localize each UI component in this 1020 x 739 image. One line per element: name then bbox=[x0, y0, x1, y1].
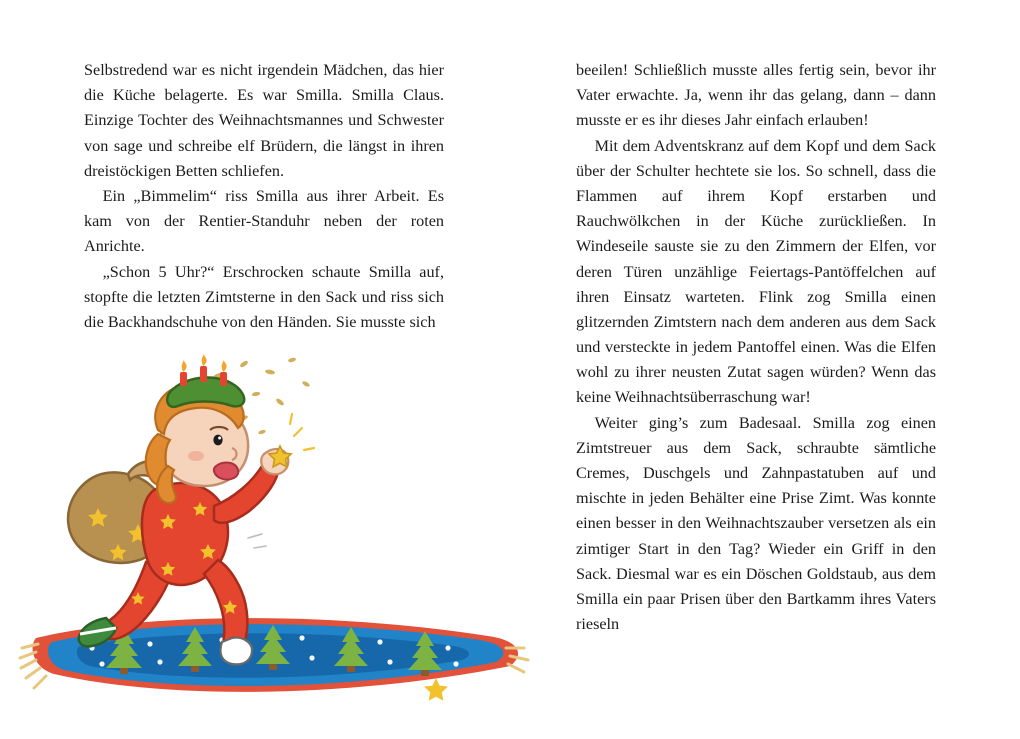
paragraph: Mit dem Adventskranz auf dem Kopf und dem Sack über der Schulter hechtete sie los. So schnell, dass die Flammen auf ihrem Kopf erstarben und Rauchwölkchen in der Küche zurückließen. In Windeseile sauste sie zu den Zimmern der Elfen, vor deren Türen unzählige Feiertags-Pantöffelchen auf ihren Einsatz warteten. Flink zog Smilla einen glitzernden Zimtstern nach dem anderen aus dem Sack und versteckte in jedem Pantoffel einen. Was die Elfen wohl zu ihrer neusten Zutat sagen würden? Wenn das keine Weihnachtsüberraschung war! bbox=[576, 136, 936, 407]
illustration-smilla-on-carpet bbox=[18, 348, 558, 728]
star-sparkles bbox=[290, 414, 314, 450]
sock-front bbox=[220, 638, 252, 665]
paragraph: Ein „Bimmelim“ riss Smilla aus ihrer Arbeit. Es kam von der Rentier-Standuhr neben der roten Anrichte. bbox=[84, 186, 444, 256]
paragraph: Weiter ging’s zum Badesaal. Smilla zog einen Zimtstreuer aus dem Sack, schraubte sämtliche Cremes, Duschgels und Zahnpastatuben auf und mischte in jeden Behälter eine Prise Zimt. Was konnte einen besser in den Weihnachtszauber versetzen als ein zimtiger Start in den Tag? Wieder ein Griff in den Sack. Diesmal war es ein Döschen Goldstaub, aus dem Smilla ein paar Prisen über den Bartkamm ihres Vaters rieseln bbox=[576, 413, 936, 634]
text-column-right bbox=[576, 58, 936, 637]
paragraph: Selbstredend war es nicht irgendein Mädchen, das hier die Küche belagerte. Es war Smilla. Smilla Claus. Einzige Tochter des Weihnachtsmannes und Schwester von sage und schreibe elf Brüdern, die längst in ihren dreistöckigen Betten schliefen. bbox=[84, 61, 444, 180]
motion-lines bbox=[248, 534, 266, 548]
carpet-star bbox=[424, 678, 448, 701]
text-column-left bbox=[84, 58, 444, 335]
paragraph: beeilen! Schließlich musste alles fertig sein, bevor ihr Vater erwachte. Ja, wenn ihr das gelang, dann – dann musste er es ihr dieses Jahr einfach erlauben! bbox=[576, 61, 936, 130]
paragraph: „Schon 5 Uhr?“ Erschrocken schaute Smilla auf, stopfte die letzten Zimtsterne in den Sack und riss sich die Backhandschuhe von den Händen. Sie musste sich bbox=[84, 262, 444, 331]
